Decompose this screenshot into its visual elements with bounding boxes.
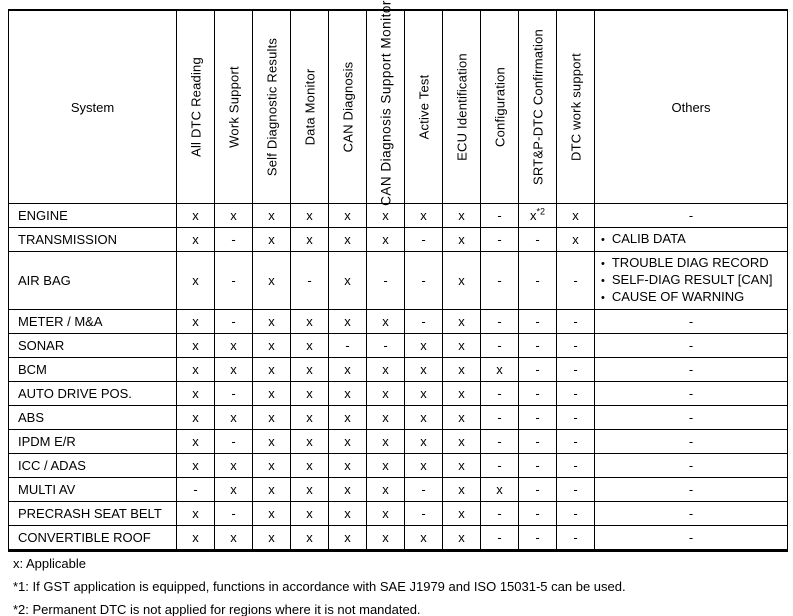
column-header-label: Configuration: [492, 67, 507, 147]
applicable-mark: x: [253, 204, 291, 228]
column-header-data-monitor: [291, 10, 329, 204]
not-applicable-mark: -: [557, 252, 595, 310]
applicable-mark: x: [253, 406, 291, 430]
applicable-mark: x: [329, 382, 367, 406]
column-header-all-dtc-reading: [177, 10, 215, 204]
not-applicable-mark: -: [481, 526, 519, 551]
not-applicable-mark: -: [367, 252, 405, 310]
not-applicable-mark: -: [215, 502, 253, 526]
applicable-mark: x: [215, 454, 253, 478]
applicable-mark: x: [367, 358, 405, 382]
system-name: MULTI AV: [9, 478, 177, 502]
applicable-mark: x: [329, 478, 367, 502]
others-bullet-item: • SELF-DIAG RESULT [CAN]: [601, 272, 783, 289]
not-applicable-mark: -: [557, 526, 595, 551]
table-row-multi-av: [9, 478, 788, 502]
column-header-ecu-identification: [443, 10, 481, 204]
applicable-mark: x: [177, 502, 215, 526]
applicable-mark: x: [291, 526, 329, 551]
system-column-header: System: [9, 10, 177, 204]
others-value: -: [595, 478, 788, 502]
not-applicable-mark: -: [519, 526, 557, 551]
not-applicable-mark: -: [481, 310, 519, 334]
table-row-icc-adas: [9, 454, 788, 478]
others-bullet-item: • TROUBLE DIAG RECORD: [601, 255, 783, 272]
others-value: -: [595, 382, 788, 406]
applicable-mark: x: [291, 310, 329, 334]
system-name: SONAR: [9, 334, 177, 358]
not-applicable-mark: -: [519, 358, 557, 382]
applicable-mark: x: [177, 334, 215, 358]
table-row-auto-drive-pos: [9, 382, 788, 406]
applicable-mark: x: [177, 382, 215, 406]
applicable-mark: x: [367, 502, 405, 526]
applicable-mark: x: [253, 252, 291, 310]
not-applicable-mark: -: [405, 310, 443, 334]
column-header-label: ECU Identification: [454, 53, 469, 161]
not-applicable-mark: -: [481, 502, 519, 526]
applicable-mark: $x^{*2}$: [519, 204, 557, 228]
diagnostic-function-table: [8, 0, 788, 552]
others-value: -: [595, 430, 788, 454]
applicable-mark: x: [367, 430, 405, 454]
applicable-mark: x: [367, 454, 405, 478]
applicable-mark: x: [215, 406, 253, 430]
column-header-work-support: [215, 10, 253, 204]
system-name: TRANSMISSION: [9, 228, 177, 252]
table-row-abs: [9, 406, 788, 430]
applicable-mark: x: [329, 252, 367, 310]
applicable-mark: x: [329, 310, 367, 334]
not-applicable-mark: -: [291, 252, 329, 310]
others-bullet-item: • CAUSE OF WARNING: [601, 289, 783, 306]
not-applicable-mark: -: [405, 228, 443, 252]
not-applicable-mark: -: [519, 382, 557, 406]
applicable-mark: x: [215, 334, 253, 358]
table-row-sonar: [9, 334, 788, 358]
not-applicable-mark: -: [405, 478, 443, 502]
column-header-label: Work Support: [226, 66, 241, 148]
applicable-mark: x: [405, 526, 443, 551]
system-name: AIR BAG: [9, 252, 177, 310]
footnote-1: *1: If GST application is equipped, functions in accordance with SAE J1979 and ISO 15031-5 can be used.: [13, 579, 626, 594]
applicable-mark: x: [557, 204, 595, 228]
applicable-mark: x: [329, 204, 367, 228]
applicable-mark: x: [405, 406, 443, 430]
applicable-mark: x: [443, 502, 481, 526]
applicable-mark: x: [291, 454, 329, 478]
applicable-mark: x: [443, 252, 481, 310]
applicable-mark: x: [291, 204, 329, 228]
column-header-label: DTC work support: [568, 53, 583, 161]
applicable-mark: x: [291, 228, 329, 252]
applicable-mark: x: [367, 406, 405, 430]
others-list: [595, 228, 788, 252]
applicable-mark: x: [367, 382, 405, 406]
column-header-dtc-work-support: [557, 10, 595, 204]
applicable-mark: x: [329, 228, 367, 252]
system-name: ABS: [9, 406, 177, 430]
not-applicable-mark: -: [519, 406, 557, 430]
applicable-mark: x: [367, 204, 405, 228]
applicable-mark: x: [329, 502, 367, 526]
others-bullet-item: • CALIB DATA: [601, 231, 783, 248]
not-applicable-mark: -: [367, 334, 405, 358]
footnotes: [8, 557, 787, 616]
others-value: -: [595, 502, 788, 526]
not-applicable-mark: -: [557, 382, 595, 406]
not-applicable-mark: -: [557, 430, 595, 454]
applicable-mark: x: [253, 526, 291, 551]
applicable-mark: x: [215, 204, 253, 228]
applicable-mark: x: [367, 310, 405, 334]
not-applicable-mark: -: [557, 502, 595, 526]
column-header-label: Active Test: [416, 74, 431, 140]
others-value: -: [595, 204, 788, 228]
applicable-mark: x: [177, 406, 215, 430]
applicable-mark: x: [367, 478, 405, 502]
applicable-mark: x: [291, 502, 329, 526]
applicable-mark: x: [177, 228, 215, 252]
not-applicable-mark: -: [557, 454, 595, 478]
system-name: ICC / ADAS: [9, 454, 177, 478]
not-applicable-mark: -: [405, 252, 443, 310]
applicable-mark: x: [253, 228, 291, 252]
applicable-mark: x: [329, 406, 367, 430]
not-applicable-mark: -: [519, 478, 557, 502]
applicable-mark: x: [443, 430, 481, 454]
applicable-mark: x: [253, 502, 291, 526]
not-applicable-mark: -: [557, 358, 595, 382]
applicable-mark: x: [291, 358, 329, 382]
applicable-mark: x: [443, 526, 481, 551]
not-applicable-mark: -: [519, 310, 557, 334]
others-value: -: [595, 334, 788, 358]
applicable-mark: x: [443, 228, 481, 252]
applicable-mark: x: [253, 454, 291, 478]
applicable-mark: x: [177, 204, 215, 228]
system-name: ENGINE: [9, 204, 177, 228]
table-row-transmission: [9, 228, 788, 252]
applicable-mark: x: [405, 334, 443, 358]
column-header-srt-p-dtc-confirmation: [519, 10, 557, 204]
applicable-mark: x: [291, 406, 329, 430]
column-header-self-diagnostic-results: [253, 10, 291, 204]
system-name: IPDM E/R: [9, 430, 177, 454]
not-applicable-mark: -: [557, 334, 595, 358]
table-row-bcm: [9, 358, 788, 382]
applicable-mark: x: [253, 358, 291, 382]
applicable-mark: x: [215, 478, 253, 502]
not-applicable-mark: -: [557, 478, 595, 502]
not-applicable-mark: -: [481, 430, 519, 454]
footnote-applicable: x: Applicable: [13, 556, 86, 571]
not-applicable-mark: -: [481, 382, 519, 406]
not-applicable-mark: -: [481, 334, 519, 358]
not-applicable-mark: -: [519, 454, 557, 478]
table-row-engine: [9, 204, 788, 228]
others-list: [595, 252, 788, 310]
applicable-mark: x: [329, 430, 367, 454]
not-applicable-mark: -: [481, 204, 519, 228]
system-name: CONVERTIBLE ROOF: [9, 526, 177, 551]
others-value: -: [595, 310, 788, 334]
table-row-precrash-seat-belt: [9, 502, 788, 526]
not-applicable-mark: -: [481, 252, 519, 310]
applicable-mark: x: [481, 478, 519, 502]
applicable-mark: x: [405, 358, 443, 382]
applicable-mark: x: [443, 358, 481, 382]
applicable-mark: x: [177, 430, 215, 454]
not-applicable-mark: -: [519, 502, 557, 526]
system-name: PRECRASH SEAT BELT: [9, 502, 177, 526]
not-applicable-mark: -: [215, 252, 253, 310]
applicable-mark: x: [253, 430, 291, 454]
not-applicable-mark: -: [519, 334, 557, 358]
not-applicable-mark: -: [329, 334, 367, 358]
system-name: BCM: [9, 358, 177, 382]
applicable-mark: x: [291, 334, 329, 358]
applicable-mark: x: [253, 310, 291, 334]
others-value: -: [595, 358, 788, 382]
others-value: -: [595, 406, 788, 430]
applicable-mark: x: [329, 526, 367, 551]
table-row-air-bag: [9, 252, 788, 310]
applicable-mark: x: [405, 204, 443, 228]
table-row-meter-m-a: [9, 310, 788, 334]
not-applicable-mark: -: [557, 310, 595, 334]
table-header: [9, 0, 788, 207]
applicable-mark: x: [253, 334, 291, 358]
applicable-mark: x: [443, 204, 481, 228]
column-header-configuration: [481, 10, 519, 204]
applicable-mark: x: [291, 430, 329, 454]
applicable-mark: x: [329, 358, 367, 382]
table-body: [9, 204, 788, 551]
applicable-mark: x: [443, 334, 481, 358]
table-row-ipdm-e-r: [9, 430, 788, 454]
column-header-label: CAN Diagnosis Support Monitor: [378, 0, 393, 207]
applicable-mark: x: [291, 382, 329, 406]
others-column-header: Others: [595, 10, 788, 204]
applicable-mark: x: [177, 310, 215, 334]
column-header-label: CAN Diagnosis: [340, 61, 355, 153]
applicable-mark: x: [443, 454, 481, 478]
not-applicable-mark: -: [215, 382, 253, 406]
not-applicable-mark: -: [519, 430, 557, 454]
footnote-2: *2: Permanent DTC is not applied for regions where it is not mandated.: [13, 602, 421, 616]
column-header-can-diagnosis: [329, 10, 367, 204]
others-value: -: [595, 526, 788, 551]
applicable-mark: x: [405, 430, 443, 454]
not-applicable-mark: -: [215, 228, 253, 252]
applicable-mark: x: [443, 310, 481, 334]
applicable-mark: x: [481, 358, 519, 382]
system-name: AUTO DRIVE POS.: [9, 382, 177, 406]
applicable-mark: x: [177, 526, 215, 551]
not-applicable-mark: -: [177, 478, 215, 502]
not-applicable-mark: -: [481, 228, 519, 252]
column-header-label: SRT&P-DTC Confirmation: [530, 29, 545, 185]
applicable-mark: x: [367, 526, 405, 551]
not-applicable-mark: -: [481, 406, 519, 430]
column-header-can-diagnosis-support-monitor: [367, 0, 405, 207]
column-header-label: Data Monitor: [302, 68, 317, 146]
not-applicable-mark: -: [405, 502, 443, 526]
applicable-mark: x: [177, 252, 215, 310]
column-header-active-test: [405, 10, 443, 204]
system-name: METER / M&A: [9, 310, 177, 334]
applicable-mark: x: [329, 454, 367, 478]
applicable-mark: x: [177, 358, 215, 382]
not-applicable-mark: -: [519, 252, 557, 310]
applicable-mark: x: [367, 228, 405, 252]
column-header-label: Self Diagnostic Results: [264, 37, 279, 177]
not-applicable-mark: -: [481, 454, 519, 478]
not-applicable-mark: -: [519, 228, 557, 252]
applicable-mark: x: [215, 526, 253, 551]
table-row-convertible-roof: [9, 526, 788, 551]
header-row: [9, 10, 788, 204]
applicable-mark: x: [215, 358, 253, 382]
applicable-mark: x: [177, 454, 215, 478]
not-applicable-mark: -: [557, 406, 595, 430]
applicable-mark: x: [443, 406, 481, 430]
applicable-mark: x: [405, 382, 443, 406]
applicable-mark: x: [253, 382, 291, 406]
not-applicable-mark: -: [215, 430, 253, 454]
applicable-mark: x: [253, 478, 291, 502]
applicable-mark: x: [291, 478, 329, 502]
applicable-mark: x: [557, 228, 595, 252]
not-applicable-mark: -: [215, 310, 253, 334]
applicable-mark: x: [443, 478, 481, 502]
column-header-label: All DTC Reading: [188, 57, 203, 157]
others-value: -: [595, 454, 788, 478]
applicable-mark: x: [405, 454, 443, 478]
applicable-mark: x: [443, 382, 481, 406]
